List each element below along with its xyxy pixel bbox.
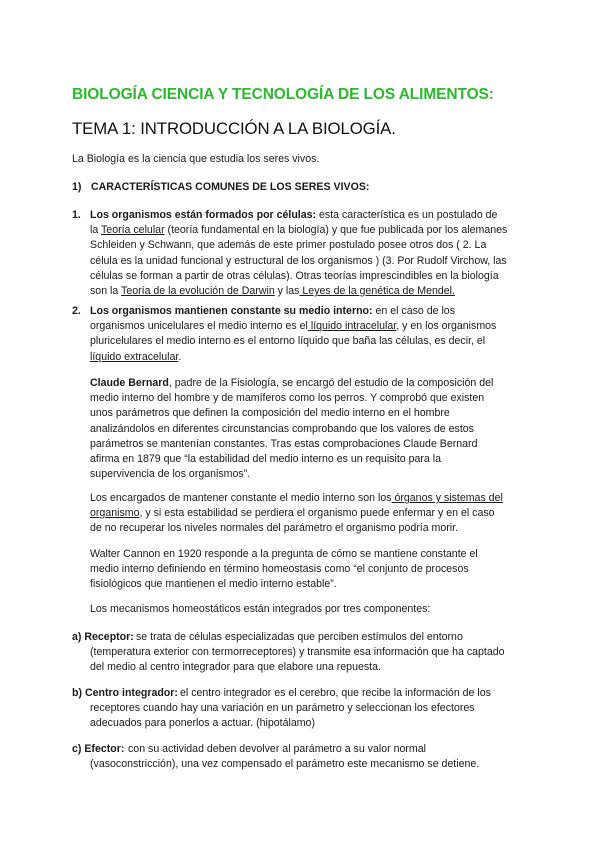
item-bold-heading: Los organismos están formados por células:	[90, 209, 317, 221]
text-span: , padre de la Fisiología, se encargó del estudio de la composición del	[168, 377, 494, 389]
text-line: de no recuperar los niveles normales del parámetro el organismo podría morir.	[90, 522, 459, 535]
text-line: (vasoconstricción), una vez compensado el parámetro este mecanismo se detiene.	[90, 758, 480, 771]
item-number: 2.	[72, 305, 81, 317]
text-line: medio interno del hombre y de mamíferos como los perros. Y comprobó que existen	[90, 392, 485, 405]
text-span: y las	[274, 285, 300, 298]
text-line: el centro integrador es el cerebro, que recibe la información de los	[180, 687, 491, 699]
text-span: Los encargados de mantener constante el medio interno son los	[90, 492, 392, 504]
person-name: Claude Bernard	[90, 377, 169, 389]
cannon-paragraph	[90, 547, 540, 593]
text-span: , y en los organismos	[396, 320, 497, 333]
term-link: órganos y sistemas del	[391, 492, 503, 504]
text-line: supervivencia de los organismos”.	[90, 468, 251, 481]
text-span: la	[90, 224, 101, 237]
mechanisms-intro: Los mecanismos homeostáticos están integrados por tres componentes:	[90, 603, 431, 615]
text-line: receptores cuando hay una variación en un parámetro y seleccionan los efectores	[90, 702, 475, 715]
text-line: se trata de células especializadas que perciben estímulos del entorno	[136, 631, 463, 643]
text-span: .	[178, 350, 182, 363]
text-line: medio interno definiendo en término homeostasis como “el conjunto de procesos	[90, 563, 469, 576]
text-line: analizándolos en diferentes circunstancias comprobando que los valores de estos	[90, 422, 474, 435]
text-span: en el caso de los	[372, 305, 455, 317]
term-link: organismo	[90, 507, 140, 520]
text-line: células se forman a partir de otras células). Otras teorías imprescindibles en la biología	[90, 269, 499, 282]
term-link: líquido intracelular	[307, 320, 397, 333]
text-line: Schleiden y Schwann, que además de este primer postulado posee otros dos ( 2. La	[90, 239, 487, 252]
section-heading: CARACTERÍSTICAS COMUNES DE LOS SERES VIVOS:	[91, 181, 370, 193]
text-line: unos parámetros que definen la composición del medio interno en el hombre	[90, 407, 450, 420]
integrator-paragraph	[72, 686, 542, 732]
text-span: , y si esta estabilidad se perdiera el organismo puede enfermar y en el caso	[139, 507, 495, 520]
text-span: son la	[90, 285, 122, 298]
term-link: Teoría celular	[101, 224, 165, 237]
component-label: c) Efector:	[72, 743, 125, 755]
effector-paragraph	[72, 742, 542, 772]
term-link: Teoría de la evolución de Darwin	[121, 285, 275, 298]
text-span: esta característica es un postulado de	[316, 209, 498, 221]
bernard-paragraph	[90, 376, 540, 482]
component-label: b) Centro integrador:	[72, 687, 178, 699]
term-link: líquido extracelular	[90, 350, 179, 363]
term-link: Leyes de la genética de Mendel.	[299, 285, 455, 298]
text-line: Walter Cannon en 1920 responde a la pregunta de cómo se mantiene constante el	[90, 548, 478, 560]
text-line: afirma en 1879 que “la estabilidad del medio interno es un requisito para la	[90, 453, 441, 466]
text-span: organismos unicelulares el medio interno es el	[90, 320, 308, 333]
text-line: del medio al centro integrador para que elabore una repuesta.	[90, 661, 381, 674]
item-bold-heading: Los organismos mantienen constante su medio interno:	[90, 305, 373, 317]
text-line: (temperatura exterior con termorreceptores) y transmite esa información que ha captado	[90, 646, 505, 659]
topic-heading: TEMA 1: INTRODUCCIÓN A LA BIOLOGÍA.	[72, 119, 396, 138]
text-line: célula es la unidad funcional y estructural de los organismos ) (3. Por Rudolf Virchow, las	[90, 254, 507, 267]
text-line: parámetros se mantenían constantes. Tras estas comprobaciones Claude Bernard	[90, 437, 478, 450]
text-line: fisiológicos que mantienen el medio interno estable”.	[90, 578, 337, 591]
organs-paragraph	[90, 491, 540, 537]
intro-text: La Biología es la ciencia que estudia los seres vivos.	[72, 153, 320, 165]
section-number: 1)	[72, 181, 82, 193]
text-span: (teoría fundamental en la biología) y que fue publicada por los alemanes	[164, 224, 508, 237]
text-line: pluricelulares el medio interno es el entorno líquido que baña las células, es decir, el	[90, 335, 486, 348]
text-line: adecuados para ponerlos a actuar. (hipotálamo)	[90, 717, 315, 730]
document-title: BIOLOGÍA CIENCIA Y TECNOLOGÍA DE LOS ALIMENTOS:	[72, 86, 494, 103]
receptor-paragraph	[72, 630, 542, 676]
text-line: con su actividad deben devolver al parámetro a su valor normal	[128, 743, 426, 755]
component-label: a) Receptor:	[72, 631, 134, 643]
list-item	[90, 304, 540, 365]
item-number: 1.	[72, 209, 81, 221]
list-item	[90, 208, 540, 299]
